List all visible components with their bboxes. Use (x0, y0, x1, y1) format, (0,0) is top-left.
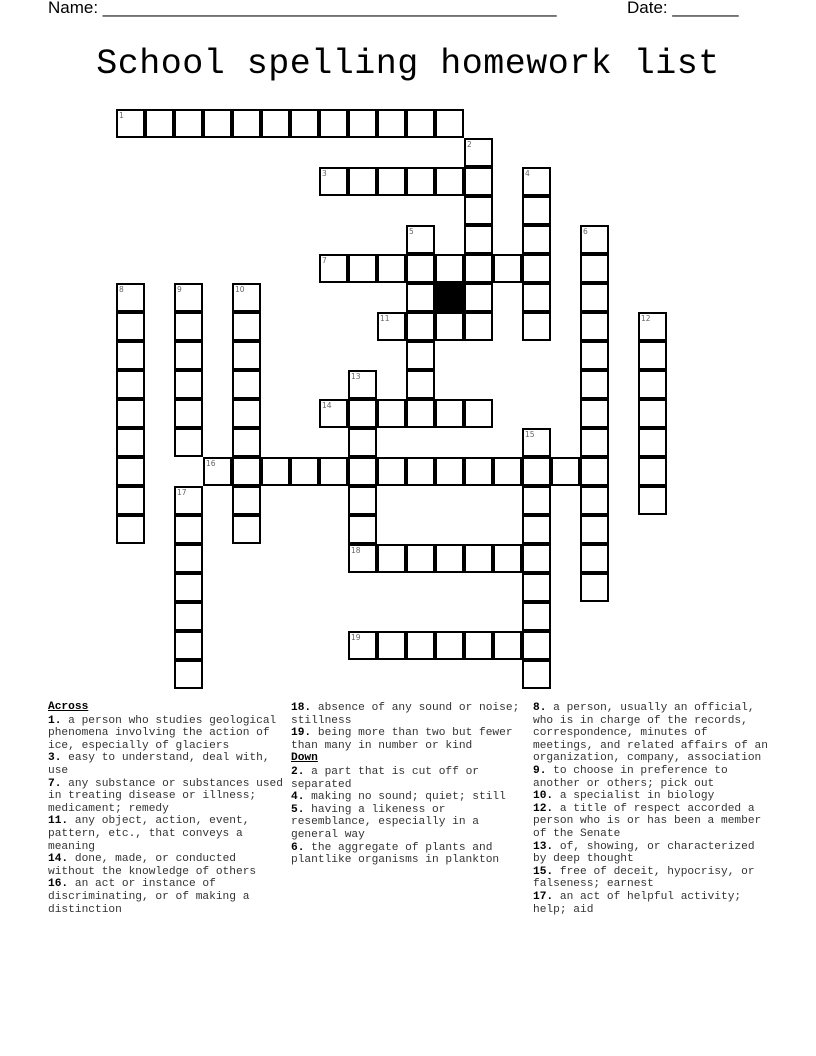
grid-cell[interactable] (638, 428, 667, 457)
grid-cell[interactable] (435, 457, 464, 486)
grid-cell[interactable] (464, 631, 493, 660)
grid-cell[interactable] (348, 254, 377, 283)
grid-cell[interactable] (145, 109, 174, 138)
grid-cell[interactable] (551, 457, 580, 486)
grid-cell[interactable] (116, 515, 145, 544)
grid-cell[interactable] (406, 544, 435, 573)
grid-cell[interactable] (493, 631, 522, 660)
grid-cell[interactable] (435, 167, 464, 196)
clue-down-17: 17. an act of helpful activity; help; aid (533, 890, 742, 916)
grid-cell[interactable] (464, 196, 493, 225)
grid-cell[interactable] (232, 399, 261, 428)
grid-cell[interactable] (174, 660, 203, 689)
grid-cell[interactable] (522, 283, 551, 312)
grid-cell[interactable] (377, 457, 406, 486)
clue-down-2: 2. a part that is cut off or separated (291, 765, 479, 791)
clue-across-19: 19. being more than two but fewer than many in number or kind (291, 727, 513, 752)
grid-cell[interactable] (406, 283, 435, 312)
clue-down-10: 10. a specialist in biology (533, 790, 715, 803)
grid-cell[interactable] (406, 312, 435, 341)
clue-number: 8 (119, 285, 124, 294)
grid-cell[interactable] (522, 312, 551, 341)
grid-cell[interactable] (348, 399, 377, 428)
grid-cell[interactable] (522, 254, 551, 283)
grid-cell[interactable] (580, 457, 609, 486)
grid-cell[interactable] (580, 573, 609, 602)
grid-cell[interactable] (116, 312, 145, 341)
clue-number: 16 (206, 459, 216, 468)
grid-cell[interactable] (464, 283, 493, 312)
grid-cell[interactable] (203, 457, 232, 486)
grid-cell[interactable] (638, 370, 667, 399)
grid-cell[interactable] (348, 631, 377, 660)
grid-cell[interactable] (406, 341, 435, 370)
grid-cell[interactable] (406, 167, 435, 196)
grid-cell[interactable] (348, 515, 377, 544)
grid-cell[interactable] (406, 457, 435, 486)
grid-cell[interactable] (493, 254, 522, 283)
clues-column-2 (291, 702, 523, 867)
grid-cell[interactable] (580, 370, 609, 399)
grid-cell[interactable] (638, 486, 667, 515)
name-field-label: Name: ________________________________________________ (48, 0, 557, 17)
black-cell (435, 283, 464, 312)
grid-cell[interactable] (319, 109, 348, 138)
grid-cell[interactable] (116, 341, 145, 370)
grid-cell[interactable] (406, 254, 435, 283)
grid-cell[interactable] (580, 312, 609, 341)
grid-cell[interactable] (580, 283, 609, 312)
grid-cell[interactable] (116, 370, 145, 399)
clues-column-3 (533, 702, 773, 916)
date-field-label: Date: _______ (627, 0, 739, 17)
grid-cell[interactable] (174, 399, 203, 428)
clue-across-3: 3. easy to understand, deal with, use (48, 752, 270, 777)
grid-cell[interactable] (580, 399, 609, 428)
grid-cell[interactable] (406, 631, 435, 660)
clue-number: 15 (525, 430, 535, 439)
grid-cell[interactable] (174, 515, 203, 544)
grid-cell[interactable] (319, 399, 348, 428)
grid-cell[interactable] (580, 341, 609, 370)
grid-cell[interactable] (464, 312, 493, 341)
grid-cell[interactable] (580, 486, 609, 515)
grid-cell[interactable] (638, 312, 667, 341)
grid-cell[interactable] (232, 283, 261, 312)
grid-cell[interactable] (580, 544, 609, 573)
clue-number: 18 (351, 546, 361, 555)
grid-cell[interactable] (522, 544, 551, 573)
grid-cell[interactable] (435, 399, 464, 428)
grid-cell[interactable] (116, 109, 145, 138)
grid-cell[interactable] (319, 254, 348, 283)
clue-across-14: 14. done, made, or conducted without the knowledge of others (48, 853, 257, 878)
clue-across-1: 1. a person who studies geological phenomena involving the action of ice, especially of glaciers (48, 714, 277, 752)
grid-cell[interactable] (435, 109, 464, 138)
grid-cell[interactable] (522, 486, 551, 515)
clue-across-18: 18. absence of any sound or noise; stillness (291, 702, 520, 727)
grid-cell[interactable] (580, 225, 609, 254)
clue-number: 9 (177, 285, 182, 294)
grid-cell[interactable] (174, 602, 203, 631)
grid-cell[interactable] (261, 457, 290, 486)
clue-down-8: 8. a person, usually an official, who is in charge of the records, correspondence, minutes of meetings, and related affairs of an organization, company, association (533, 702, 768, 765)
grid-cell[interactable] (232, 312, 261, 341)
grid-cell[interactable] (464, 254, 493, 283)
grid-cell[interactable] (174, 573, 203, 602)
grid-cell[interactable] (261, 109, 290, 138)
clue-down-4: 4. making no sound; quiet; still (291, 791, 506, 804)
grid-cell[interactable] (174, 341, 203, 370)
clue-down-9: 9. to choose in preference to another or others; pick out (533, 764, 728, 790)
grid-cell[interactable] (580, 515, 609, 544)
clue-across-16: 16. an act or instance of discriminating, or of making a distinction (48, 878, 250, 916)
grid-cell[interactable] (174, 486, 203, 515)
grid-cell[interactable] (348, 109, 377, 138)
grid-cell[interactable] (464, 544, 493, 573)
grid-cell[interactable] (290, 109, 319, 138)
clue-down-12: 12. a title of respect accorded a person who is or has been a member of the Senate (533, 802, 762, 840)
grid-cell[interactable] (464, 399, 493, 428)
grid-cell[interactable] (319, 167, 348, 196)
grid-cell[interactable] (232, 428, 261, 457)
grid-cell[interactable] (580, 428, 609, 457)
grid-cell[interactable] (377, 109, 406, 138)
clue-down-5: 5. having a likeness or resemblance, especially in a general way (291, 803, 479, 841)
clue-number: 14 (322, 401, 332, 410)
grid-cell[interactable] (377, 254, 406, 283)
grid-cell[interactable] (522, 602, 551, 631)
grid-cell[interactable] (435, 254, 464, 283)
grid-cell[interactable] (406, 399, 435, 428)
clue-across-7: 7. any substance or substances used in treating disease or illness; medicament; remedy (48, 777, 283, 815)
grid-cell[interactable] (638, 399, 667, 428)
grid-cell[interactable] (174, 109, 203, 138)
grid-cell[interactable] (522, 573, 551, 602)
grid-cell[interactable] (232, 109, 261, 138)
grid-cell[interactable] (377, 399, 406, 428)
grid-cell[interactable] (348, 428, 377, 457)
grid-cell[interactable] (116, 457, 145, 486)
across-heading: Across (48, 701, 89, 713)
grid-cell[interactable] (348, 167, 377, 196)
grid-cell[interactable] (348, 370, 377, 399)
clue-across-11: 11. any object, action, event, pattern, etc., that conveys a meaning (48, 815, 250, 853)
grid-cell[interactable] (464, 167, 493, 196)
grid-cell[interactable] (377, 544, 406, 573)
grid-cell[interactable] (174, 370, 203, 399)
grid-cell[interactable] (203, 109, 232, 138)
grid-cell[interactable] (493, 457, 522, 486)
grid-cell[interactable] (232, 515, 261, 544)
grid-cell[interactable] (348, 486, 377, 515)
grid-cell[interactable] (116, 486, 145, 515)
clue-down-15: 15. free of deceit, hypocrisy, or falseness; earnest (533, 865, 755, 891)
grid-cell[interactable] (377, 167, 406, 196)
grid-cell[interactable] (174, 631, 203, 660)
grid-cell[interactable] (290, 457, 319, 486)
grid-cell[interactable] (232, 341, 261, 370)
grid-cell[interactable] (522, 167, 551, 196)
clue-number: 2 (467, 140, 472, 149)
grid-cell[interactable] (348, 457, 377, 486)
clue-number: 11 (380, 314, 390, 323)
grid-cell[interactable] (116, 428, 145, 457)
clue-number: 12 (641, 314, 651, 323)
grid-cell[interactable] (116, 399, 145, 428)
grid-cell[interactable] (580, 254, 609, 283)
clue-number: 10 (235, 285, 245, 294)
grid-cell[interactable] (493, 544, 522, 573)
page-title: School spelling homework list (96, 44, 720, 84)
grid-cell[interactable] (522, 515, 551, 544)
grid-cell[interactable] (435, 544, 464, 573)
grid-cell[interactable] (377, 312, 406, 341)
clue-number: 4 (525, 169, 530, 178)
grid-cell[interactable] (522, 631, 551, 660)
clue-number: 5 (409, 227, 414, 236)
grid-cell[interactable] (406, 225, 435, 254)
grid-cell[interactable] (522, 457, 551, 486)
grid-cell[interactable] (174, 428, 203, 457)
grid-cell[interactable] (174, 283, 203, 312)
down-heading: Down (291, 752, 318, 765)
grid-cell[interactable] (464, 457, 493, 486)
grid-cell[interactable] (522, 428, 551, 457)
clue-number: 17 (177, 488, 187, 497)
grid-cell[interactable] (232, 370, 261, 399)
grid-cell[interactable] (464, 138, 493, 167)
clues-column-1 (48, 701, 283, 916)
grid-cell[interactable] (464, 225, 493, 254)
clue-down-6: 6. the aggregate of plants and plantlike organisms in plankton (291, 841, 500, 867)
grid-cell[interactable] (406, 109, 435, 138)
clue-down-13: 13. of, showing, or characterized by deep thought (533, 840, 755, 866)
clue-number: 6 (583, 227, 588, 236)
grid-cell[interactable] (348, 544, 377, 573)
clue-number: 7 (322, 256, 327, 265)
grid-cell[interactable] (638, 457, 667, 486)
grid-cell[interactable] (116, 283, 145, 312)
grid-cell[interactable] (232, 457, 261, 486)
grid-cell[interactable] (377, 631, 406, 660)
clue-number: 13 (351, 372, 361, 381)
grid-cell[interactable] (174, 312, 203, 341)
grid-cell[interactable] (522, 196, 551, 225)
grid-cell[interactable] (174, 544, 203, 573)
grid-cell[interactable] (406, 370, 435, 399)
grid-cell[interactable] (319, 457, 348, 486)
grid-cell[interactable] (435, 312, 464, 341)
grid-cell[interactable] (232, 486, 261, 515)
clue-number: 3 (322, 169, 327, 178)
grid-cell[interactable] (522, 225, 551, 254)
grid-cell[interactable] (435, 631, 464, 660)
clue-number: 19 (351, 633, 361, 642)
clue-number: 1 (119, 111, 124, 120)
grid-cell[interactable] (522, 660, 551, 689)
grid-cell[interactable] (638, 341, 667, 370)
